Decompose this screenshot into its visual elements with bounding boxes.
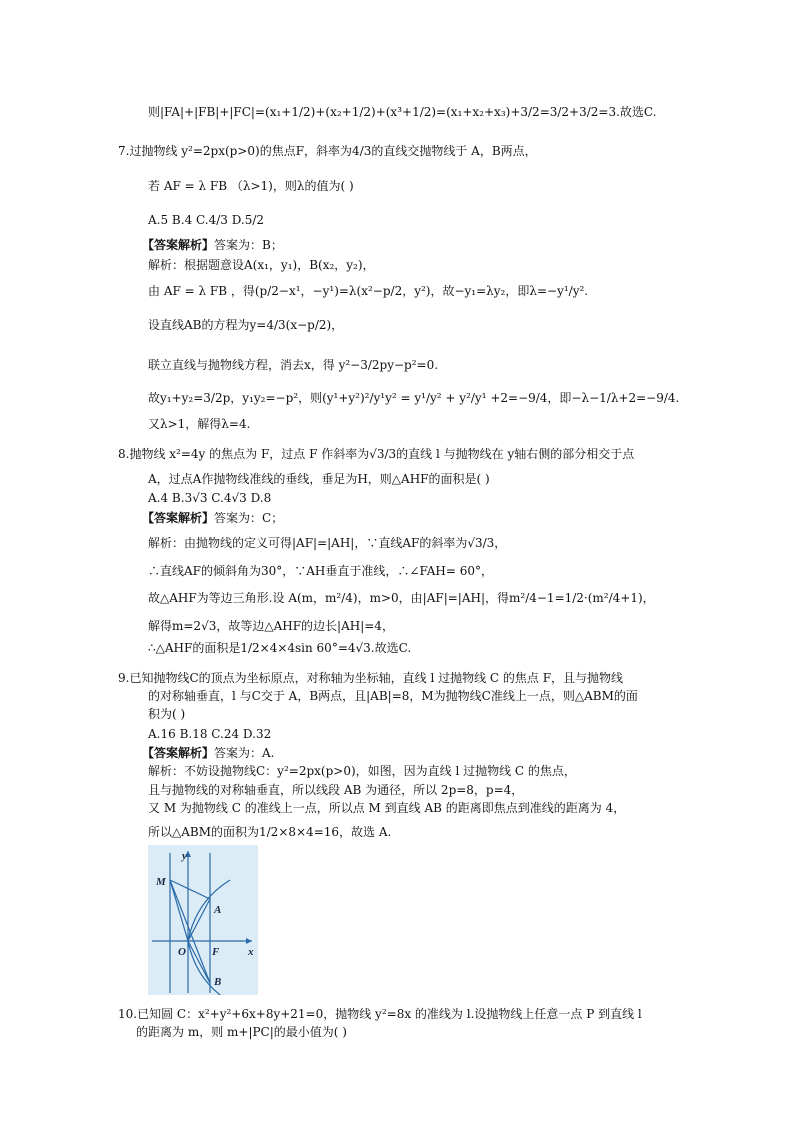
answer-header bbox=[142, 510, 283, 526]
text-line: 设直线AB的方程为y=4/3(x−p/2)， bbox=[148, 318, 344, 332]
answer-label: 【答案解析】 bbox=[142, 746, 215, 760]
text-line: 且与抛物线的对称轴垂直，所以线段 AB 为通径，所以 2p=8，p=4， bbox=[148, 783, 524, 797]
text-line: 解析：根据题意设A(x₁，y₁)，B(x₂，y₂)， bbox=[148, 258, 375, 272]
segment-oa bbox=[188, 899, 210, 941]
options-line: A.16 B.18 C.24 D.32 bbox=[148, 727, 272, 741]
parabola-diagram bbox=[148, 845, 258, 995]
text-line: 积为( ) bbox=[148, 707, 186, 721]
answer-label: 【答案解析】 bbox=[142, 238, 215, 252]
text-line: 联立直线与抛物线方程，消去x，得 y²−3/2py−p²=0. bbox=[148, 358, 439, 372]
parabola-curve bbox=[188, 880, 230, 995]
text-line: 解析：由抛物线的定义可得|AF|=|AH|，∵直线AF的斜率为√3/3， bbox=[148, 536, 507, 550]
text-line: 所以△ABM的面积为1/2×8×4=16，故选 A. bbox=[148, 825, 392, 839]
question-7-stem: 7.过抛物线 y²=2px(p>0)的焦点F，斜率为4/3的直线交抛物线于 A，B两点， bbox=[118, 144, 537, 158]
parabola-figure bbox=[148, 845, 258, 995]
text-line: 的对称轴垂直，l 与C交于 A，B两点，且|AB|=8，M为抛物线C准线上一点，则△ABM的面 bbox=[148, 689, 638, 703]
text-line: 则|FA|+|FB|+|FC|=(x₁+1/2)+(x₂+1/2)+(x³+1/2)=(x₁+x₂+x₃)+3/2=3/2+3/2=3.故选C. bbox=[148, 105, 657, 119]
text-line: 的距离为 m，则 m+|PC|的最小值为( ) bbox=[136, 1025, 347, 1039]
text-line: 故y₁+y₂=3/2p，y₁y₂=−p²，则(y¹+y²)²/y¹y² = y¹/y² + y²/y¹ +2=−9/4，即−λ−1/λ+2=−9/4. bbox=[148, 391, 680, 405]
x-axis-label: x bbox=[248, 946, 254, 958]
text-line: 故△AHF为等边三角形.设 A(m，m²/4)，m>0，由|AF|=|AH|，得m²/4−1=1/2·(m²/4+1)， bbox=[148, 591, 655, 605]
segment-mb bbox=[170, 880, 210, 983]
text-line: 又λ>1，解得λ=4. bbox=[148, 417, 251, 431]
text-line: 解析：不妨设抛物线C：y²=2px(p>0)，如图，因为直线 l 过抛物线 C 的焦点， bbox=[148, 764, 576, 778]
question-10-stem: 10.已知圆 C：x²+y²+6x+8y+21=0，抛物线 y²=8x 的准线为 l.设抛物线上任意一点 P 到直线 l bbox=[118, 1007, 642, 1021]
answer-header bbox=[142, 237, 283, 253]
text-line: A，过点A作抛物线准线的垂线，垂足为H，则△AHF的面积是( ) bbox=[148, 472, 490, 486]
question-9-stem: 9.已知抛物线C的顶点为坐标原点，对称轴为坐标轴，直线 l 过抛物线 C 的焦点 F，且与抛物线 bbox=[118, 671, 624, 685]
question-8-stem: 8.抛物线 x²=4y 的焦点为 F，过点 F 作斜率为√3/3的直线 l 与抛物线在 y轴右侧的部分相交于点 bbox=[118, 447, 635, 461]
answer-header bbox=[142, 745, 275, 761]
segment-mo bbox=[170, 880, 188, 941]
text-line: 若 AF = λ FB （λ>1)，则λ的值为( ) bbox=[148, 179, 354, 193]
point-m-label: M bbox=[156, 876, 166, 888]
text-line: 解得m=2√3，故等边△AHF的边长|AH|=4， bbox=[148, 619, 394, 633]
answer-label: 【答案解析】 bbox=[142, 511, 215, 525]
text-line: ∴△AHF的面积是1/2×4×4sin 60°=4√3.故选C. bbox=[148, 641, 412, 655]
answer-value: 答案为：C； bbox=[214, 511, 284, 525]
x-axis-arrow bbox=[246, 938, 252, 944]
options-line: A.5 B.4 C.4/3 D.5/2 bbox=[148, 213, 265, 227]
answer-value: 答案为：A. bbox=[214, 746, 275, 760]
point-a-label: A bbox=[214, 904, 222, 916]
segment-ob bbox=[188, 941, 210, 983]
answer-value: 答案为：B； bbox=[214, 238, 283, 252]
point-b-label: B bbox=[214, 976, 222, 988]
point-o-label: O bbox=[178, 946, 186, 958]
point-f-label: F bbox=[212, 946, 220, 958]
options-line: A.4 B.3√3 C.4√3 D.8 bbox=[148, 491, 272, 505]
y-axis-label: y bbox=[182, 850, 187, 862]
text-line: ∴直线AF的倾斜角为30°，∵AH垂直于准线，∴∠FAH= 60°， bbox=[148, 564, 494, 578]
text-line: 又 M 为抛物线 C 的准线上一点，所以点 M 到直线 AB 的距离即焦点到准线的距离为 4， bbox=[148, 801, 626, 815]
text-line: 由 AF = λ FB ，得(p/2−x¹，−y¹)=λ(x²−p/2，y²)，故−y₁=λy₂，即λ=−y¹/y². bbox=[148, 284, 589, 298]
